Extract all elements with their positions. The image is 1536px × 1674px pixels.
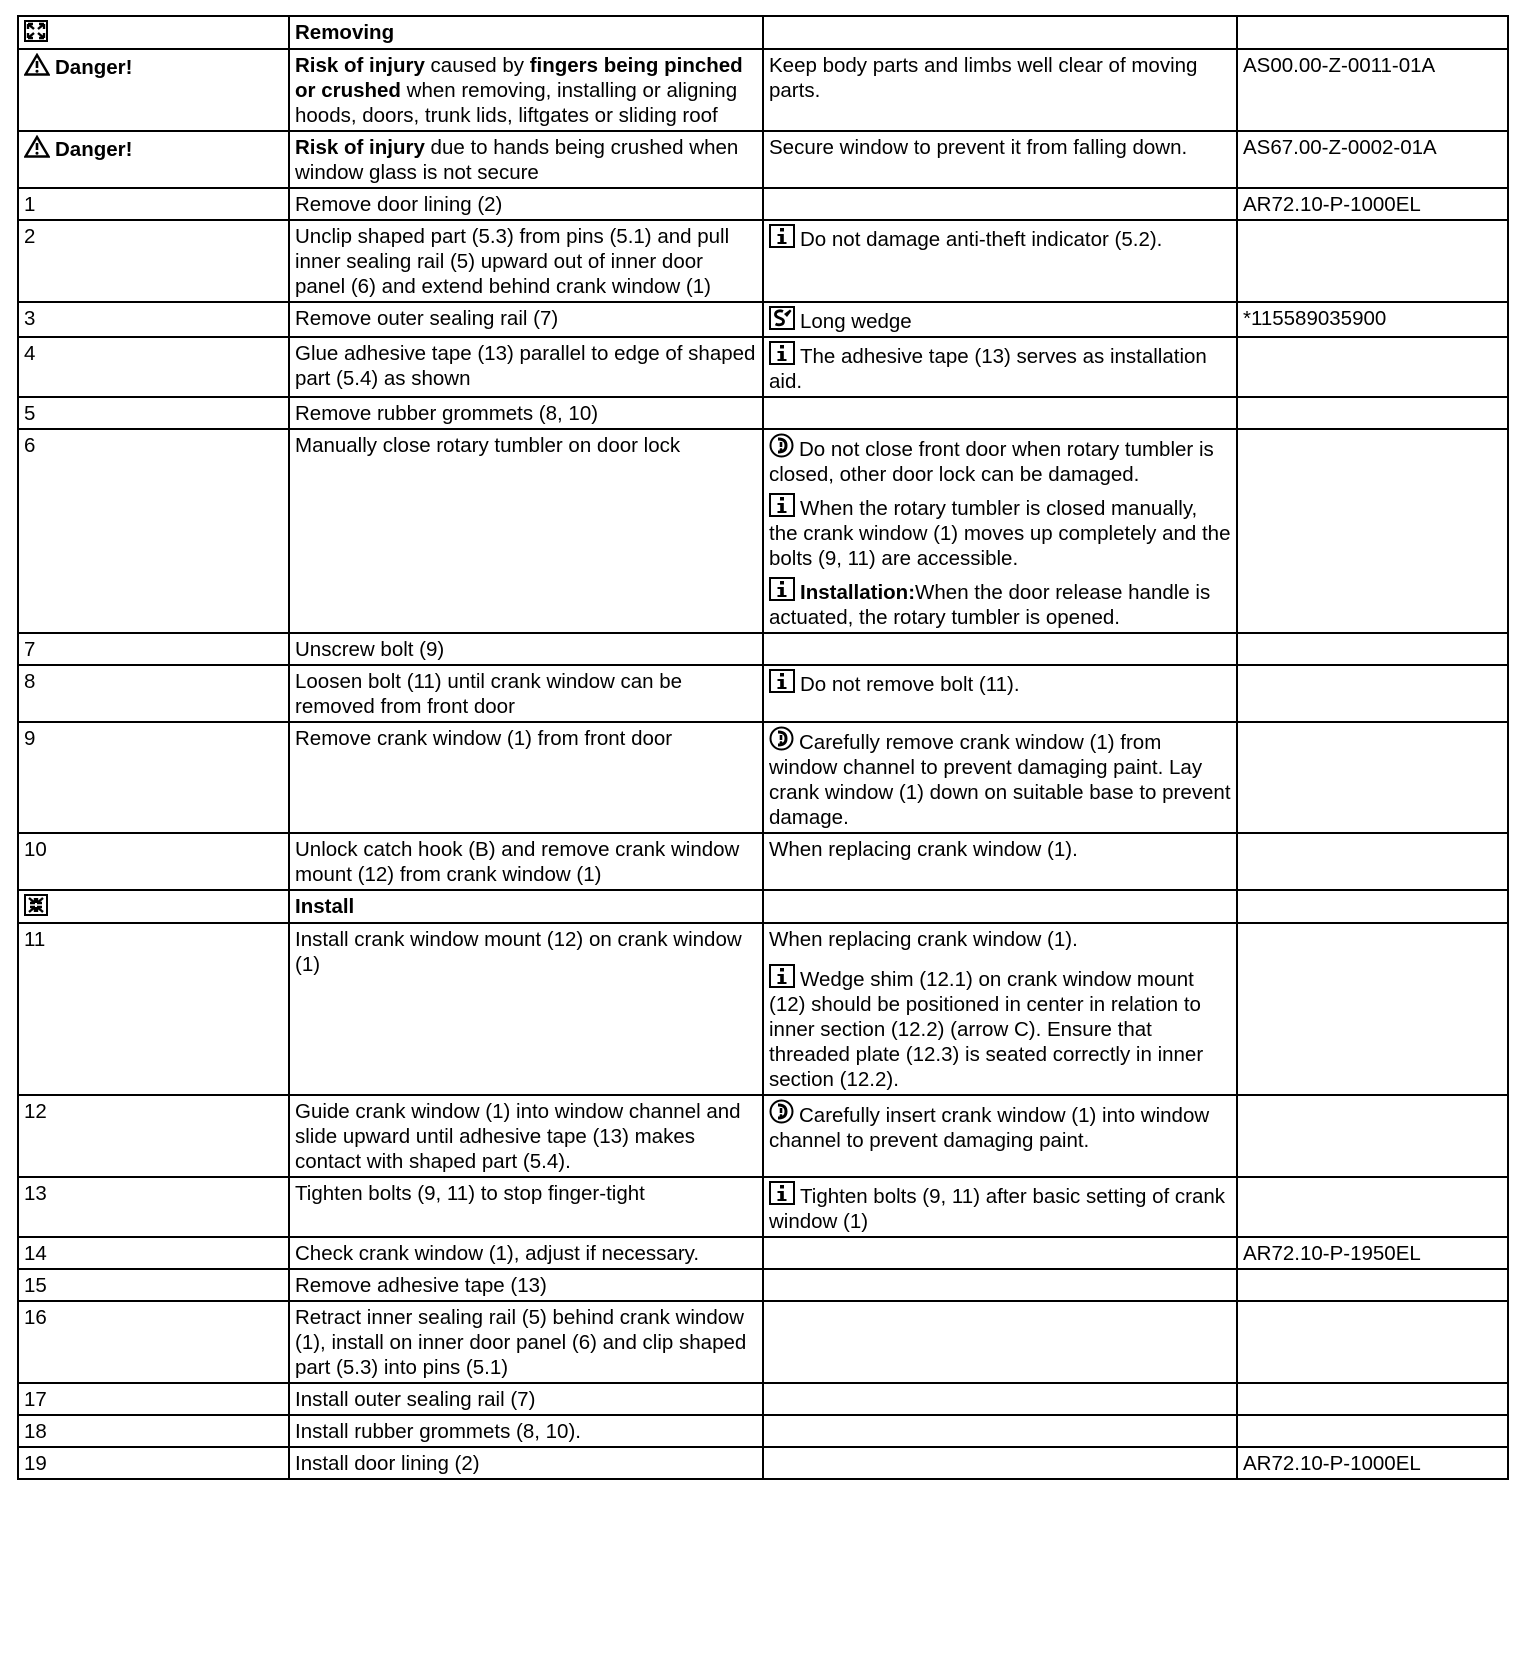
step-number: 19 bbox=[18, 1447, 289, 1479]
step-row bbox=[18, 1095, 1508, 1177]
step-row bbox=[18, 1301, 1508, 1383]
step-note: When the door release handle is actuated, the rotary tumbler is opened. bbox=[769, 581, 1211, 629]
step-number: 9 bbox=[18, 722, 289, 833]
step-row bbox=[18, 1177, 1508, 1237]
step-number: 2 bbox=[18, 220, 289, 302]
danger-measure: Keep body parts and limbs well clear of moving parts. bbox=[763, 49, 1237, 131]
step-note: Long wedge bbox=[800, 310, 912, 333]
step-note: Do not damage anti-theft indicator (5.2). bbox=[800, 228, 1163, 251]
step-text: Unclip shaped part (5.3) from pins (5.1) and pull inner sealing rail (5) upward out of inner door panel (6) and extend behind crank window (1) bbox=[289, 220, 763, 302]
step-number: 4 bbox=[18, 337, 289, 397]
danger-label: Danger! bbox=[55, 56, 133, 79]
step-note: When replacing crank window (1). bbox=[769, 928, 1078, 951]
step-row bbox=[18, 1447, 1508, 1479]
step-text: Remove crank window (1) from front door bbox=[289, 722, 763, 833]
step-row bbox=[18, 722, 1508, 833]
step-reference: *115589035900 bbox=[1237, 302, 1508, 337]
info-icon bbox=[769, 493, 795, 517]
danger-label: Danger! bbox=[55, 138, 133, 161]
section-row-install bbox=[18, 890, 1508, 923]
step-row bbox=[18, 397, 1508, 429]
step-number: 18 bbox=[18, 1415, 289, 1447]
step-row bbox=[18, 1237, 1508, 1269]
step-text: Loosen bolt (11) until crank window can be removed from front door bbox=[289, 665, 763, 722]
step-row bbox=[18, 665, 1508, 722]
step-number: 5 bbox=[18, 397, 289, 429]
step-note: Wedge shim (12.1) on crank window mount (12) should be positioned in center in relation to inner section (12.2) (arrow C). Ensure that threaded plate (12.3) is seated correctly in inner section (12.2). bbox=[769, 968, 1204, 1091]
step-text: Unlock catch hook (B) and remove crank window mount (12) from crank window (1) bbox=[289, 833, 763, 890]
info-icon bbox=[769, 669, 795, 693]
warning-triangle-icon bbox=[24, 53, 50, 76]
step-row bbox=[18, 337, 1508, 397]
step-number: 1 bbox=[18, 188, 289, 220]
step-row bbox=[18, 633, 1508, 665]
step-note: Do not remove bolt (11). bbox=[800, 673, 1020, 696]
step-note: Tighten bolts (9, 11) after basic setting of crank window (1) bbox=[769, 1185, 1226, 1233]
step-text: Remove door lining (2) bbox=[289, 188, 763, 220]
warning-triangle-icon bbox=[24, 135, 50, 158]
step-row bbox=[18, 1383, 1508, 1415]
step-note: Do not close front door when rotary tumbler is closed, other door lock can be damaged. bbox=[769, 438, 1214, 486]
danger-row: Danger! Risk of injury caused by fingers being pinched or crushed when removing, installing or aligning hoods, doors, trunk lids, liftgates or sliding roof Keep body parts and limbs well clear of moving parts. AS00.00-Z-0011-01A bbox=[18, 49, 1508, 131]
step-text: Retract inner sealing rail (5) behind crank window (1), install on inner door panel (6) and clip shaped part (5.3) into pins (5.1) bbox=[289, 1301, 763, 1383]
danger-row: Danger! Risk of injury due to hands being crushed when window glass is not secure Secure window to prevent it from falling down. AS67.00-Z-0002-01A bbox=[18, 131, 1508, 188]
step-row bbox=[18, 1415, 1508, 1447]
step-text: Guide crank window (1) into window channel and slide upward until adhesive tape (13) makes contact with shaped part (5.4). bbox=[289, 1095, 763, 1177]
step-note: When replacing crank window (1). bbox=[763, 833, 1237, 890]
installation-label: Installation: bbox=[800, 581, 916, 604]
danger-reference: AS67.00-Z-0002-01A bbox=[1237, 131, 1508, 188]
step-text: Remove outer sealing rail (7) bbox=[289, 302, 763, 337]
removal-arrows-icon bbox=[24, 20, 48, 42]
special-tool-icon bbox=[769, 306, 795, 330]
step-row bbox=[18, 923, 1508, 1095]
section-title-install: Install bbox=[289, 890, 763, 923]
step-text: Install rubber grommets (8, 10). bbox=[289, 1415, 763, 1447]
danger-reference: AS00.00-Z-0011-01A bbox=[1237, 49, 1508, 131]
step-number: 3 bbox=[18, 302, 289, 337]
step-text: Remove rubber grommets (8, 10) bbox=[289, 397, 763, 429]
step-text: Check crank window (1), adjust if necessary. bbox=[289, 1237, 763, 1269]
step-number: 15 bbox=[18, 1269, 289, 1301]
step-text: Tighten bolts (9, 11) to stop finger-tight bbox=[289, 1177, 763, 1237]
step-number: 11 bbox=[18, 923, 289, 1095]
step-number: 7 bbox=[18, 633, 289, 665]
install-arrows-icon bbox=[24, 894, 48, 916]
step-number: 6 bbox=[18, 429, 289, 633]
step-row bbox=[18, 833, 1508, 890]
info-icon bbox=[769, 224, 795, 248]
step-text: Install door lining (2) bbox=[289, 1447, 763, 1479]
step-row bbox=[18, 188, 1508, 220]
step-row bbox=[18, 429, 1508, 633]
step-text: Install outer sealing rail (7) bbox=[289, 1383, 763, 1415]
caution-icon bbox=[769, 1099, 794, 1124]
info-icon bbox=[769, 341, 795, 365]
info-icon bbox=[769, 1181, 795, 1205]
info-icon bbox=[769, 964, 795, 988]
step-number: 10 bbox=[18, 833, 289, 890]
step-note: When the rotary tumbler is closed manually, the crank window (1) moves up completely and the bolts (9, 11) are accessible. bbox=[769, 497, 1231, 570]
step-row bbox=[18, 302, 1508, 337]
step-reference: AR72.10-P-1000EL bbox=[1237, 1447, 1508, 1479]
step-text: Remove adhesive tape (13) bbox=[289, 1269, 763, 1301]
section-title-removing: Removing bbox=[289, 16, 763, 49]
step-number: 14 bbox=[18, 1237, 289, 1269]
step-number: 17 bbox=[18, 1383, 289, 1415]
caution-icon bbox=[769, 433, 794, 458]
procedure-table bbox=[17, 15, 1509, 1480]
step-number: 12 bbox=[18, 1095, 289, 1177]
step-reference: AR72.10-P-1950EL bbox=[1237, 1237, 1508, 1269]
step-note: Carefully remove crank window (1) from window channel to prevent damaging paint. Lay crank window (1) down on suitable base to prevent damage. bbox=[769, 731, 1231, 829]
step-note: Carefully insert crank window (1) into window channel to prevent damaging paint. bbox=[769, 1104, 1210, 1152]
step-number: 16 bbox=[18, 1301, 289, 1383]
danger-measure: Secure window to prevent it from falling down. bbox=[763, 131, 1237, 188]
step-text: Glue adhesive tape (13) parallel to edge of shaped part (5.4) as shown bbox=[289, 337, 763, 397]
step-number: 8 bbox=[18, 665, 289, 722]
step-row bbox=[18, 220, 1508, 302]
caution-icon bbox=[769, 726, 794, 751]
step-text: Unscrew bolt (9) bbox=[289, 633, 763, 665]
section-row-removing bbox=[18, 16, 1508, 49]
step-reference: AR72.10-P-1000EL bbox=[1237, 188, 1508, 220]
step-row bbox=[18, 1269, 1508, 1301]
step-number: 13 bbox=[18, 1177, 289, 1237]
info-icon bbox=[769, 577, 795, 601]
step-text: Install crank window mount (12) on crank window (1) bbox=[289, 923, 763, 1095]
step-note: The adhesive tape (13) serves as installation aid. bbox=[769, 345, 1207, 393]
step-text: Manually close rotary tumbler on door lock bbox=[289, 429, 763, 633]
